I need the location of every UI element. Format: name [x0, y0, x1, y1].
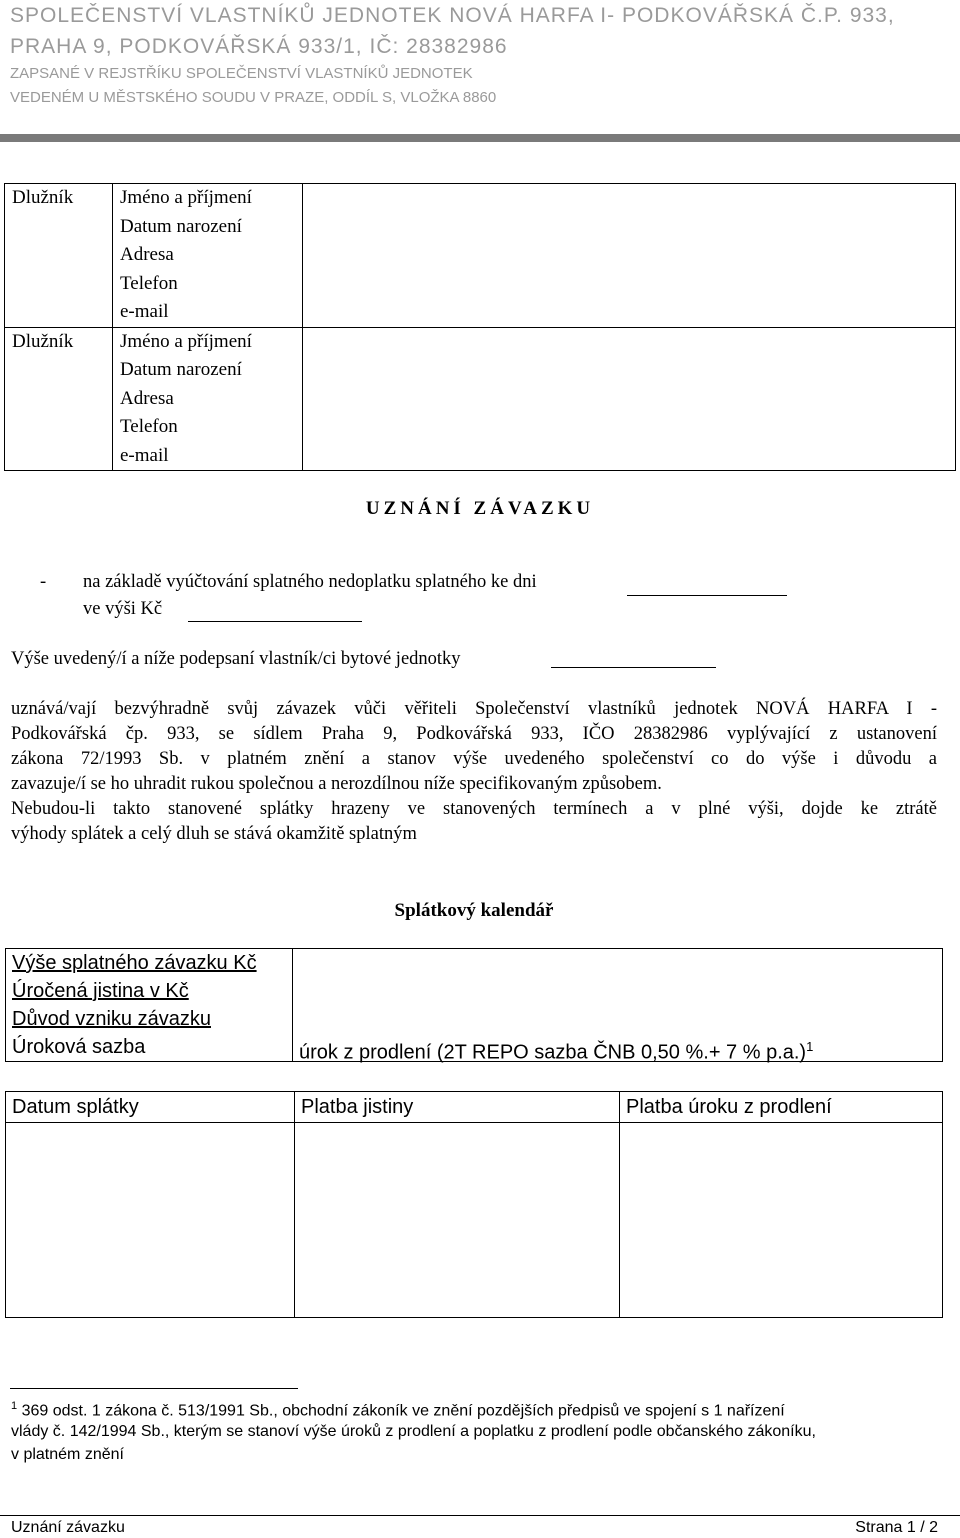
debtor-field-name: Jméno a příjmení: [120, 330, 252, 352]
footnote-mark: 1: [11, 1400, 18, 1412]
page-number: Strana 1 / 2: [855, 1519, 938, 1536]
summary-table: [5, 948, 943, 1062]
debtor-1-value-cell[interactable]: [303, 184, 956, 328]
summary-value-rate: [299, 1033, 942, 1064]
debtor-field-name: Jméno a příjmení: [120, 187, 252, 208]
schedule-principal-cell[interactable]: [295, 1123, 620, 1318]
footer-document-name: Uznání závazku: [11, 1519, 125, 1536]
debtor-field-birthdate: Datum narození: [120, 215, 242, 237]
footer-rule: [0, 1515, 960, 1516]
debtor-field-phone: Telefon: [120, 272, 178, 294]
column-header-principal: Platba jistiny: [295, 1092, 620, 1123]
footnote-line: v platném znění: [11, 1446, 124, 1463]
paragraph-line: Nebudou-li takto stanovené splátky hrazeny ve stanovených termínech a v plné výši, dojde ke ztrátě: [11, 799, 937, 819]
footnote-ref: 1: [806, 1039, 814, 1054]
paragraph-line: Podkovářská čp. 933, se sídlem Praha 9, Podkovářská 933, IČO 28382986 vyplývající z ustanovení: [11, 724, 937, 744]
unit-number-blank[interactable]: [551, 667, 716, 668]
registry-line: ZAPSANÉ V REJSTŘÍKU SPOLEČENSTVÍ VLASTNÍKŮ JEDNOTEK: [10, 65, 473, 82]
debtor-field-address: Adresa: [120, 244, 174, 265]
summary-label-rate: Úroková sazba: [12, 1036, 146, 1058]
document-title: UZNÁNÍ ZÁVAZKU: [365, 498, 595, 519]
summary-value-principal[interactable]: [299, 977, 942, 1005]
due-date-blank[interactable]: [627, 595, 787, 596]
amount-blank[interactable]: [188, 621, 362, 622]
bullet-line-1: na základě vyúčtování splatného nedoplatku splatného ke dni: [83, 572, 537, 592]
summary-value-reason[interactable]: [299, 1005, 942, 1033]
footnote-rule: [10, 1388, 298, 1389]
debtor-field-email: e-mail: [120, 444, 169, 466]
paragraph-line: uznává/vají bezvýhradně svůj závazek vůči věřiteli Společenství vlastníků jednotek NOVÁ HARFA I -: [11, 699, 937, 719]
debtor-role-label: Dlužník: [12, 330, 74, 352]
debtor-row: [5, 184, 956, 328]
rate-text: úrok z prodlení (2T REPO sazba ČNB 0,50 %.+ 7 % p.a.): [299, 1041, 807, 1064]
column-header-interest: Platba úroku z prodlení: [620, 1092, 943, 1123]
debtor-2-value-cell[interactable]: [303, 327, 956, 471]
debtor-row: [5, 327, 956, 471]
debtor-field-address: Adresa: [120, 387, 174, 409]
schedule-date-cell[interactable]: [6, 1123, 295, 1318]
payment-schedule-table: [5, 1091, 943, 1318]
summary-label-amount: Výše splatného závazku Kč: [12, 952, 257, 974]
debtors-table: [4, 183, 956, 471]
column-header-date: Datum splátky: [6, 1092, 295, 1123]
schedule-title: Splátkový kalendář: [394, 900, 554, 921]
debtor-field-email: e-mail: [120, 301, 169, 322]
owner-line: Výše uvedený/í a níže podepsaní vlastník/ci bytové jednotky: [11, 649, 461, 669]
summary-label-principal: Úročená jistina v Kč: [12, 980, 189, 1002]
header-rule: [0, 134, 960, 142]
association-name-line: SPOLEČENSTVÍ VLASTNÍKŮ JEDNOTEK NOVÁ HARFA I- PODKOVÁŘSKÁ Č.P. 933,: [10, 4, 895, 27]
footnote-line: vlády č. 142/1994 Sb., kterým se stanoví výše úroků z prodlení a poplatku z prodlení podle občanského zákoníku,: [11, 1423, 816, 1440]
paragraph-line: zavazuje/í se ho uhradit rukou společnou a nerozdílnou níže specifikovaným způsobem.: [11, 774, 662, 794]
court-registry-line: VEDENÉM U MĚSTSKÉHO SOUDU V PRAZE, ODDÍL S, VLOŽKA 8860: [10, 89, 497, 106]
summary-label-reason: Důvod vzniku závazku: [12, 1008, 211, 1030]
bullet-line-2: ve výši Kč: [83, 599, 163, 619]
debtor-field-phone: Telefon: [120, 416, 178, 437]
paragraph-line: výhody splátek a celý dluh se stává okamžitě splatným: [11, 824, 417, 844]
debtor-field-birthdate: Datum narození: [120, 359, 242, 380]
association-address-line: PRAHA 9, PODKOVÁŘSKÁ 933/1, IČ: 28382986: [10, 35, 508, 58]
debtor-role-label: Dlužník: [12, 187, 74, 208]
footnote-line: [11, 1400, 785, 1420]
schedule-interest-cell[interactable]: [620, 1123, 943, 1318]
summary-value-amount[interactable]: [299, 949, 942, 977]
paragraph-line: zákona 72/1993 Sb. v platném znění a stanov výše uvedeného společenství co do výše i důvodu a: [11, 749, 937, 769]
bullet-dash: -: [40, 572, 47, 592]
footnote-text-1: 369 odst. 1 zákona č. 513/1991 Sb., obchodní zákoník ve znění pozdějších předpisů ve spojení s 1 nařízení: [17, 1402, 785, 1420]
